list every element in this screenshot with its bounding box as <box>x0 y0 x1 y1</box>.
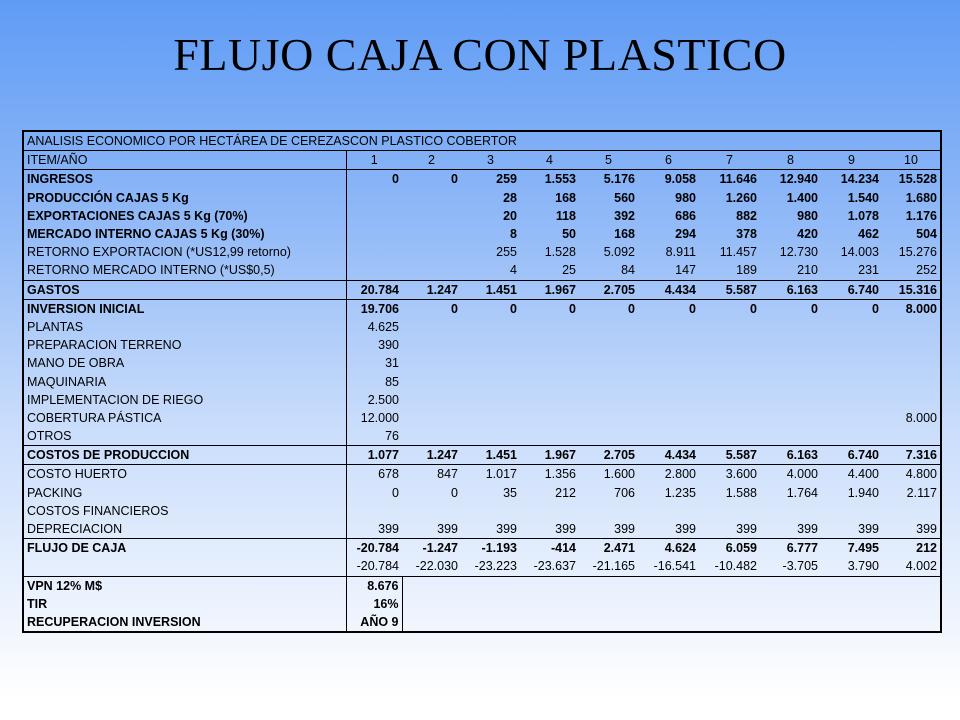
row-label: COBERTURA PÁSTICA <box>23 409 346 427</box>
table-cell <box>638 502 699 520</box>
row-label: RETORNO MERCADO INTERNO (*US$0,5) <box>23 261 346 280</box>
table-cell: 8.000 <box>882 299 941 318</box>
table-cell: 2.800 <box>638 465 699 484</box>
table-cell: 1.764 <box>786 485 818 500</box>
table-cell <box>402 372 461 390</box>
table-cell: 252 <box>916 263 937 278</box>
table-cell: 1.451 <box>461 280 520 299</box>
table-cell <box>821 372 882 390</box>
table-cell: 12.000 <box>360 410 399 425</box>
table-cell <box>699 336 760 354</box>
table-cell: 399 <box>736 522 757 537</box>
empty-cell <box>402 576 941 595</box>
table-cell: 0 <box>760 299 821 318</box>
table-cell: 5.587 <box>699 446 760 465</box>
table-cell: 11.457 <box>719 245 757 260</box>
table-row <box>23 557 941 576</box>
table-cell: 85 <box>385 374 399 389</box>
table-cell <box>821 427 882 446</box>
table-cell: 7.495 <box>821 539 882 558</box>
slide-title: FLUJO CAJA CON PLASTICO <box>173 29 787 80</box>
table-cell <box>402 427 461 446</box>
table-cell: 2.500 <box>367 392 399 407</box>
table-cell <box>346 207 402 225</box>
table-cell: -23.637 <box>533 559 576 574</box>
row-label: EXPORTACIONES CAJAS 5 Kg (70%) <box>23 207 346 225</box>
table-cell: 1.247 <box>402 446 461 465</box>
table-cell: 168 <box>555 190 576 205</box>
table-cell <box>638 372 699 390</box>
table-cell: -23.223 <box>474 559 517 574</box>
table-cell: 1.967 <box>520 446 579 465</box>
table-cell <box>699 409 760 427</box>
table-cell: 0 <box>461 299 520 318</box>
table-cell <box>638 318 699 336</box>
table-cell: 4.434 <box>638 280 699 299</box>
table-cell: 1.077 <box>346 446 402 465</box>
table-cell: 1.553 <box>544 172 576 187</box>
table-cell: 31 <box>385 356 399 371</box>
table-cell: 3.600 <box>699 465 760 484</box>
table-cell <box>579 391 638 409</box>
table-cell <box>760 427 821 446</box>
table-cell <box>638 336 699 354</box>
table-row <box>23 372 941 390</box>
year-header: 6 <box>638 151 699 170</box>
table-cell: 1.540 <box>847 190 879 205</box>
table-cell: 11.646 <box>719 172 757 187</box>
table-cell: 4.400 <box>821 465 882 484</box>
table-cell: 9.058 <box>664 172 696 187</box>
row-label: PACKING <box>23 484 346 502</box>
table-cell: 189 <box>736 263 757 278</box>
table-cell <box>821 409 882 427</box>
table-cell: 6.163 <box>760 446 821 465</box>
table-cell: 76 <box>385 429 399 444</box>
table-cell: 6.740 <box>821 280 882 299</box>
table-cell <box>699 318 760 336</box>
table-cell <box>402 409 461 427</box>
table-cell: -1.193 <box>461 539 520 558</box>
table-cell: 4.002 <box>905 559 937 574</box>
table-cell: 259 <box>496 172 517 187</box>
row-label <box>23 557 346 576</box>
table-row <box>23 207 941 225</box>
summary-row <box>23 613 941 632</box>
cash-flow-table <box>22 130 940 633</box>
table-cell: 25 <box>562 263 576 278</box>
table-cell: 2.117 <box>906 485 937 500</box>
table-row <box>23 170 941 189</box>
table-cell: 399 <box>496 522 517 537</box>
row-label: MERCADO INTERNO CAJAS 5 Kg (30%) <box>23 225 346 243</box>
table-cell: 4 <box>510 263 517 278</box>
table-row <box>23 225 941 243</box>
year-header: 7 <box>699 151 760 170</box>
table-cell: 420 <box>797 227 818 242</box>
year-header: 3 <box>461 151 520 170</box>
table-cell <box>346 502 402 520</box>
table-cell: -414 <box>520 539 579 558</box>
table-cell: 0 <box>402 299 461 318</box>
table-cell <box>699 391 760 409</box>
table-heading: ANALISIS ECONOMICO POR HECTÁREA DE CEREZASCON PLASTICO COBERTOR <box>23 131 941 151</box>
table-cell <box>760 318 821 336</box>
row-label: OTROS <box>23 427 346 446</box>
table-cell: 399 <box>378 522 399 537</box>
table-cell: 5.176 <box>603 172 635 187</box>
table-cell: 390 <box>378 338 399 353</box>
row-label: COSTOS DE PRODUCCION <box>23 446 346 465</box>
table-cell: 1.235 <box>664 485 696 500</box>
table-cell <box>760 354 821 372</box>
table-cell: 210 <box>797 263 818 278</box>
table-row <box>23 427 941 446</box>
table-cell: 399 <box>916 522 937 537</box>
year-header: 1 <box>346 151 402 170</box>
table-cell: 15.316 <box>882 280 941 299</box>
table-cell <box>402 391 461 409</box>
table-row <box>23 391 941 409</box>
table-cell: 14.003 <box>840 245 879 260</box>
table-cell <box>882 318 941 336</box>
table-cell <box>638 354 699 372</box>
table-cell <box>461 354 520 372</box>
table-cell: 399 <box>797 522 818 537</box>
table-cell <box>520 409 579 427</box>
table-cell: 399 <box>437 522 458 537</box>
table-cell: 4.434 <box>638 446 699 465</box>
table-cell: 6.740 <box>821 446 882 465</box>
table-cell: 678 <box>346 465 402 484</box>
summary-label: RECUPERACION INVERSION <box>23 613 346 632</box>
table-cell: 1.260 <box>725 190 757 205</box>
table-cell <box>579 354 638 372</box>
table-cell <box>402 189 461 207</box>
table-cell: 882 <box>736 208 757 223</box>
table-cell <box>520 427 579 446</box>
table-cell <box>579 318 638 336</box>
table-cell: 1.017 <box>461 465 520 484</box>
row-label: PLANTAS <box>23 318 346 336</box>
year-header: 9 <box>821 151 882 170</box>
table-row <box>23 299 941 318</box>
table-cell <box>699 372 760 390</box>
table-cell: 4.624 <box>638 539 699 558</box>
table-cell: 12.730 <box>779 245 818 260</box>
table-cell: -16.541 <box>653 559 696 574</box>
table-cell <box>402 243 461 261</box>
table-cell <box>461 427 520 446</box>
table-cell: 84 <box>621 263 635 278</box>
table-row <box>23 354 941 372</box>
table-cell: 2.705 <box>579 446 638 465</box>
table-row <box>23 502 941 520</box>
table-cell <box>579 409 638 427</box>
year-header: 8 <box>760 151 821 170</box>
table-cell: 392 <box>614 208 635 223</box>
table-cell: 0 <box>451 172 458 187</box>
table-cell <box>520 502 579 520</box>
table-cell: 686 <box>675 208 696 223</box>
table-cell <box>579 372 638 390</box>
table-cell <box>882 427 941 446</box>
summary-value: 16% <box>346 595 402 613</box>
table-cell <box>402 261 461 280</box>
table-cell: 0 <box>638 299 699 318</box>
table-cell: -1.247 <box>402 539 461 558</box>
table-cell: 1.588 <box>725 485 757 500</box>
table-cell <box>760 391 821 409</box>
table-row <box>23 409 941 427</box>
table-cell <box>882 336 941 354</box>
table-cell: 212 <box>555 485 576 500</box>
table-row <box>23 539 941 558</box>
table-cell: 12.940 <box>779 172 818 187</box>
table-cell: 168 <box>614 227 635 242</box>
table-row <box>23 243 941 261</box>
summary-value: AÑO 9 <box>346 613 402 632</box>
summary-row <box>23 595 941 613</box>
table-cell: 2.705 <box>579 280 638 299</box>
row-label: MANO DE OBRA <box>23 354 346 372</box>
table-cell <box>882 391 941 409</box>
table-cell: 1.400 <box>786 190 818 205</box>
table-cell: 1.451 <box>461 446 520 465</box>
table-cell: 706 <box>614 485 635 500</box>
table-cell: 399 <box>675 522 696 537</box>
table-cell <box>579 427 638 446</box>
table-cell <box>346 189 402 207</box>
table-cell <box>638 409 699 427</box>
summary-row <box>23 576 941 595</box>
table-cell: 5.587 <box>699 280 760 299</box>
table-cell: 231 <box>858 263 879 278</box>
table-row <box>23 520 941 539</box>
table-cell: 4.800 <box>882 465 941 484</box>
table-cell: 1.967 <box>520 280 579 299</box>
table-cell: 50 <box>562 227 576 242</box>
row-label: MAQUINARIA <box>23 372 346 390</box>
row-label: PRODUCCIÓN CAJAS 5 Kg <box>23 189 346 207</box>
table-cell: 15.528 <box>898 172 937 187</box>
table-cell: 4.625 <box>367 319 399 334</box>
summary-label: TIR <box>23 595 346 613</box>
table-cell <box>346 261 402 280</box>
table-cell: 3.790 <box>847 559 879 574</box>
table-row <box>23 280 941 299</box>
table-cell: 8.911 <box>665 245 696 260</box>
table-cell: 6.777 <box>760 539 821 558</box>
table-cell: 15.276 <box>898 245 937 260</box>
table-cell <box>402 207 461 225</box>
table-cell <box>461 336 520 354</box>
table-cell: 1.600 <box>579 465 638 484</box>
table-cell: 212 <box>882 539 941 558</box>
table-cell: 1.176 <box>905 208 937 223</box>
table-cell: 1.247 <box>402 280 461 299</box>
table-cell: 0 <box>451 485 458 500</box>
table-cell <box>520 336 579 354</box>
table-cell: 462 <box>858 227 879 242</box>
table-cell <box>882 372 941 390</box>
table-cell: 1.356 <box>520 465 579 484</box>
table-cell: 4.000 <box>760 465 821 484</box>
year-header: 4 <box>520 151 579 170</box>
table-cell <box>461 372 520 390</box>
table-cell: 0 <box>699 299 760 318</box>
table-cell <box>461 391 520 409</box>
table-cell: 0 <box>392 485 399 500</box>
table-cell: -21.165 <box>592 559 635 574</box>
table-cell: 5.092 <box>603 245 635 260</box>
table-cell <box>402 502 461 520</box>
row-label: GASTOS <box>23 280 346 299</box>
table-cell <box>402 336 461 354</box>
table-cell <box>882 354 941 372</box>
table-cell: 1.528 <box>544 245 576 260</box>
table-cell: 19.706 <box>346 299 402 318</box>
table-cell: 20.784 <box>346 280 402 299</box>
table-cell <box>760 336 821 354</box>
table-cell <box>346 243 402 261</box>
table-cell: 147 <box>675 263 696 278</box>
table-cell: 980 <box>675 190 696 205</box>
table-cell <box>579 336 638 354</box>
table-cell: 0 <box>821 299 882 318</box>
table-cell: 0 <box>392 172 399 187</box>
table-cell <box>461 502 520 520</box>
table-cell: 8 <box>510 227 517 242</box>
table-cell: 28 <box>503 190 517 205</box>
table-row <box>23 189 941 207</box>
table-row <box>23 318 941 336</box>
table-cell: 504 <box>916 227 937 242</box>
row-label: RETORNO EXPORTACION (*US12,99 retorno) <box>23 243 346 261</box>
row-label: COSTOS FINANCIEROS <box>23 502 346 520</box>
table-cell: 847 <box>402 465 461 484</box>
table-cell <box>461 409 520 427</box>
year-header: 2 <box>402 151 461 170</box>
table-cell: 2.471 <box>579 539 638 558</box>
table-cell: 980 <box>797 208 818 223</box>
table-cell <box>821 336 882 354</box>
table-cell: -3.705 <box>782 559 818 574</box>
year-header: 10 <box>882 151 941 170</box>
table-cell: 35 <box>503 485 517 500</box>
table-cell <box>579 502 638 520</box>
table-cell: 255 <box>496 245 517 260</box>
table-cell: 1.680 <box>905 190 937 205</box>
table-cell <box>821 391 882 409</box>
table-row <box>23 484 941 502</box>
table-cell: 7.316 <box>882 446 941 465</box>
table-cell: 6.059 <box>699 539 760 558</box>
row-label: COSTO HUERTO <box>23 465 346 484</box>
table-cell <box>346 225 402 243</box>
year-header: 5 <box>579 151 638 170</box>
table-cell: 8.000 <box>905 410 937 425</box>
table-cell <box>760 409 821 427</box>
table-cell <box>520 391 579 409</box>
row-label: INVERSION INICIAL <box>23 299 346 318</box>
table-cell <box>520 372 579 390</box>
summary-label: VPN 12% M$ <box>23 576 346 595</box>
table-row <box>23 261 941 280</box>
table-cell <box>402 318 461 336</box>
table-cell: 399 <box>614 522 635 537</box>
table-cell: 1.078 <box>847 208 879 223</box>
empty-cell <box>402 613 941 632</box>
table-cell: 399 <box>858 522 879 537</box>
table-cell <box>402 354 461 372</box>
table-cell <box>821 502 882 520</box>
row-label: DEPRECIACION <box>23 520 346 539</box>
table-row <box>23 336 941 354</box>
table-cell <box>638 391 699 409</box>
table-row <box>23 465 941 484</box>
table-cell <box>699 354 760 372</box>
table-cell: 0 <box>579 299 638 318</box>
table-cell: 399 <box>555 522 576 537</box>
table-cell: -20.784 <box>356 559 399 574</box>
table-cell: 14.234 <box>840 172 879 187</box>
table-cell: -10.482 <box>714 559 757 574</box>
table-cell <box>520 354 579 372</box>
table-cell <box>461 318 520 336</box>
table-cell <box>699 427 760 446</box>
table-cell <box>699 502 760 520</box>
table-cell: -20.784 <box>346 539 402 558</box>
table-row <box>23 446 941 465</box>
table-cell: 1.940 <box>847 485 879 500</box>
row-label: INGRESOS <box>23 170 346 189</box>
row-label: FLUJO DE CAJA <box>23 539 346 558</box>
table-cell: 294 <box>675 227 696 242</box>
summary-value: 8.676 <box>346 576 402 595</box>
table-cell: -22.030 <box>415 559 458 574</box>
row-label: IMPLEMENTACION DE RIEGO <box>23 391 346 409</box>
table-cell: 20 <box>503 208 517 223</box>
table-cell <box>402 225 461 243</box>
table-cell: 6.163 <box>760 280 821 299</box>
table-cell <box>760 502 821 520</box>
table-cell: 560 <box>614 190 635 205</box>
table-cell <box>882 502 941 520</box>
table-cell: 118 <box>555 208 576 223</box>
table-cell: 378 <box>736 227 757 242</box>
table-cell: 0 <box>520 299 579 318</box>
table-cell <box>520 318 579 336</box>
table-cell <box>760 372 821 390</box>
column-header-item: ITEM/AÑO <box>23 151 346 170</box>
table-cell <box>821 318 882 336</box>
empty-cell <box>402 595 941 613</box>
table-cell <box>821 354 882 372</box>
table-cell <box>638 427 699 446</box>
row-label: PREPARACION TERRENO <box>23 336 346 354</box>
